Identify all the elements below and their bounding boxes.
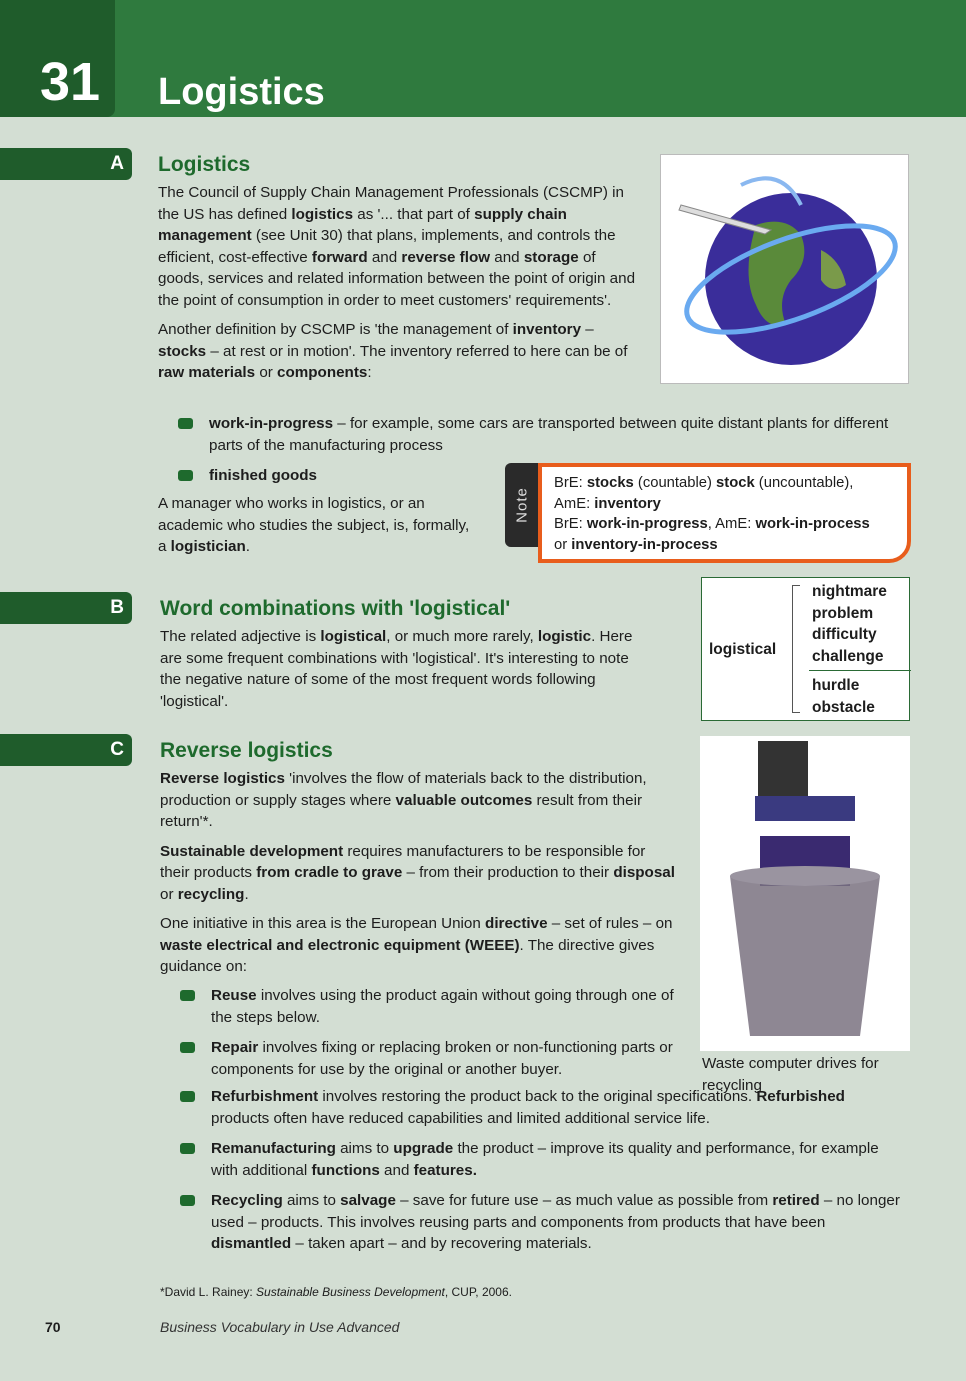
key-term: components [277,364,368,381]
text: aims to [282,1192,341,1209]
bullet-item [178,413,898,456]
text: as '... that part of [353,205,475,223]
key-term: reverse flow [401,248,491,266]
key-term: stocks [158,342,207,360]
key-term: waste electrical and electronic equipment (WEEE) [160,936,520,954]
recycling-bin-image [700,736,910,1051]
unit-header [0,0,966,117]
text: . [245,538,251,555]
text: BrE: [554,516,587,532]
key-term: disposal [613,864,675,881]
page-number: 70 [45,1319,61,1335]
book-title: Business Vocabulary in Use Advanced [160,1319,400,1335]
text: involves using the product again without going through one of the steps below. [211,987,674,1026]
key-term: Reuse [211,987,257,1004]
text: , AmE: [707,516,756,532]
key-term: inventory [512,321,582,338]
text: and [490,248,524,266]
collocation-word: hurdle [812,677,860,694]
note-line [554,473,895,494]
text: A manager who works in logistics, or an academic who studies the subject, is, formally, a [158,495,470,555]
paragraph [160,913,675,978]
section-b-title: Word combinations with 'logistical' [160,597,511,620]
collocation-word: challenge [812,647,884,665]
key-term: Remanufacturing [211,1140,336,1157]
collocation-table [701,577,910,721]
globe-airplane-image [660,154,909,384]
bullet-item [180,1138,905,1181]
text: aims to [335,1140,394,1157]
section-c-title: Reverse logistics [160,739,333,762]
bullet-item [180,1190,905,1255]
key-term: Sustainable development [160,842,344,860]
divider [809,670,911,671]
key-term: valuable outcomes [395,791,533,809]
section-a-after [158,493,478,566]
section-c-bullets-wide [180,1086,905,1264]
text: One initiative in this area is the European Union [160,915,486,932]
text: involves restoring the product back to the original specifications. [318,1088,757,1105]
text: (see Unit 30) that plans, implements, and controls the efficient, cost-effective [158,227,616,266]
collocation-group-2 [812,675,875,718]
key-term: logistical [320,628,387,645]
key-term: forward [311,248,368,266]
text: . [244,885,249,903]
paragraph [158,319,643,384]
section-c-bullets-narrow [180,985,680,1089]
footnote: *David L. Rainey: Sustainable Business Development, CUP, 2006. [160,1285,512,1299]
waste-bin-icon [700,736,910,1051]
key-term: logistic [537,628,592,645]
text: (countable) [633,475,717,491]
key-term: work-in-progress [586,516,708,532]
text: or [160,885,178,903]
section-tab-c: C [0,734,132,766]
key-term: Repair [211,1039,259,1056]
paragraph [160,626,650,712]
key-term: inventory [594,495,661,512]
key-term: recycling [177,885,245,903]
text: products often have reduced capabilities and limited additional service life. [211,1109,710,1127]
text: . The directive gives guidance on: [160,936,655,975]
key-term: supply chain management [158,205,567,244]
key-term: Refurbishment [211,1088,319,1105]
collocation-word: problem [812,604,874,622]
text: : [367,364,372,381]
unit-title: Logistics [158,71,325,113]
text: – from their production to their [402,864,614,881]
text: – for example, some cars are transported between quite distant plants for different parts of the manufacturing process [209,415,889,454]
image-caption: Waste computer drives for recycling [702,1055,879,1094]
bracket [792,585,800,713]
note-box [538,463,911,563]
text: and [379,1161,414,1179]
section-a-title: Logistics [158,153,251,176]
text: – set of rules – on [547,915,673,932]
text: requires manufacturers to be responsible for their products [160,842,646,881]
section-tab-b: B [0,592,132,624]
bullet-item [180,985,680,1028]
text: or [554,536,572,553]
key-term: salvage [340,1192,396,1209]
text: The related adjective is [160,628,321,645]
text: – no longer used – products. This involves reusing parts and components from products that have been [211,1192,900,1231]
text: – taken apart – and by recovering materials. [291,1235,592,1252]
text: result from their return'*. [160,791,642,830]
section-tab-a: A [0,148,132,180]
key-term: finished goods [209,467,317,484]
text: – save for future use – as much value as possible from [395,1192,773,1209]
key-term: from cradle to grave [256,864,403,881]
section-b-body [160,626,650,720]
bullet-item [180,1037,680,1080]
key-term: stock [716,475,755,491]
text: 'involves the flow of materials back to the distribution, production or supply stages where [160,770,647,809]
key-term: features. [413,1161,477,1179]
collocation-word: obstacle [812,698,875,716]
key-term: stocks [586,475,634,491]
section-c-body [160,768,675,986]
note-tab [505,463,539,547]
note-line [554,514,895,535]
key-term: raw materials [158,364,256,381]
collocation-group-1 [812,581,887,667]
text: BrE: [554,475,587,491]
key-term: logistician [170,538,246,555]
key-term: work-in-progress [209,415,334,432]
key-term: work-in-process [755,516,870,532]
text: AmE: [554,495,595,512]
text: the product – improve its quality and performance, for example with additional [211,1140,879,1179]
text: or [255,364,278,381]
unit-number: 31 [40,52,101,112]
key-term: storage [523,248,579,266]
paragraph [160,768,675,833]
note-line [554,494,895,515]
paragraph [160,841,675,906]
section-a-body [158,182,643,392]
text: Another definition by CSCMP is 'the management of [158,321,513,338]
key-term: dismantled [211,1235,292,1252]
text: involves fixing or replacing broken or non-functioning parts or components for use by the original or another buyer. [211,1039,673,1078]
collocation-head: logistical [709,641,777,658]
key-term: Refurbished [756,1088,845,1105]
collocation-word: nightmare [812,583,887,600]
key-term: upgrade [393,1140,454,1157]
text: – at rest or in motion'. The inventory referred to here can be of [206,342,628,360]
text: (uncountable), [754,475,854,491]
key-term: inventory-in-process [571,536,718,553]
text: of goods, services and related information between the point of origin and the point of consumption in order to meet customers' requirements'. [158,248,636,309]
text: The Council of Supply Chain Management Professionals (CSCMP) in the US has defined [158,184,624,223]
note-line [554,535,895,556]
key-term: retired [772,1192,820,1209]
text: – [581,321,594,338]
collocation-word: difficulty [812,626,877,643]
globe-icon [661,155,908,383]
text: . Here are some frequent combinations with 'logistical'. It's interesting to note the negative nature of some of the most frequent words following 'logistical'. [160,628,633,710]
key-term: functions [311,1161,380,1179]
key-term: logistics [291,205,354,223]
key-term: Reverse logistics [160,770,285,787]
text: , or much more rarely, [386,628,538,645]
paragraph [158,493,478,558]
key-term: directive [485,915,548,932]
paragraph [158,182,643,311]
note-label: Note [513,487,531,523]
text: and [367,248,402,266]
key-term: Recycling [211,1192,283,1209]
